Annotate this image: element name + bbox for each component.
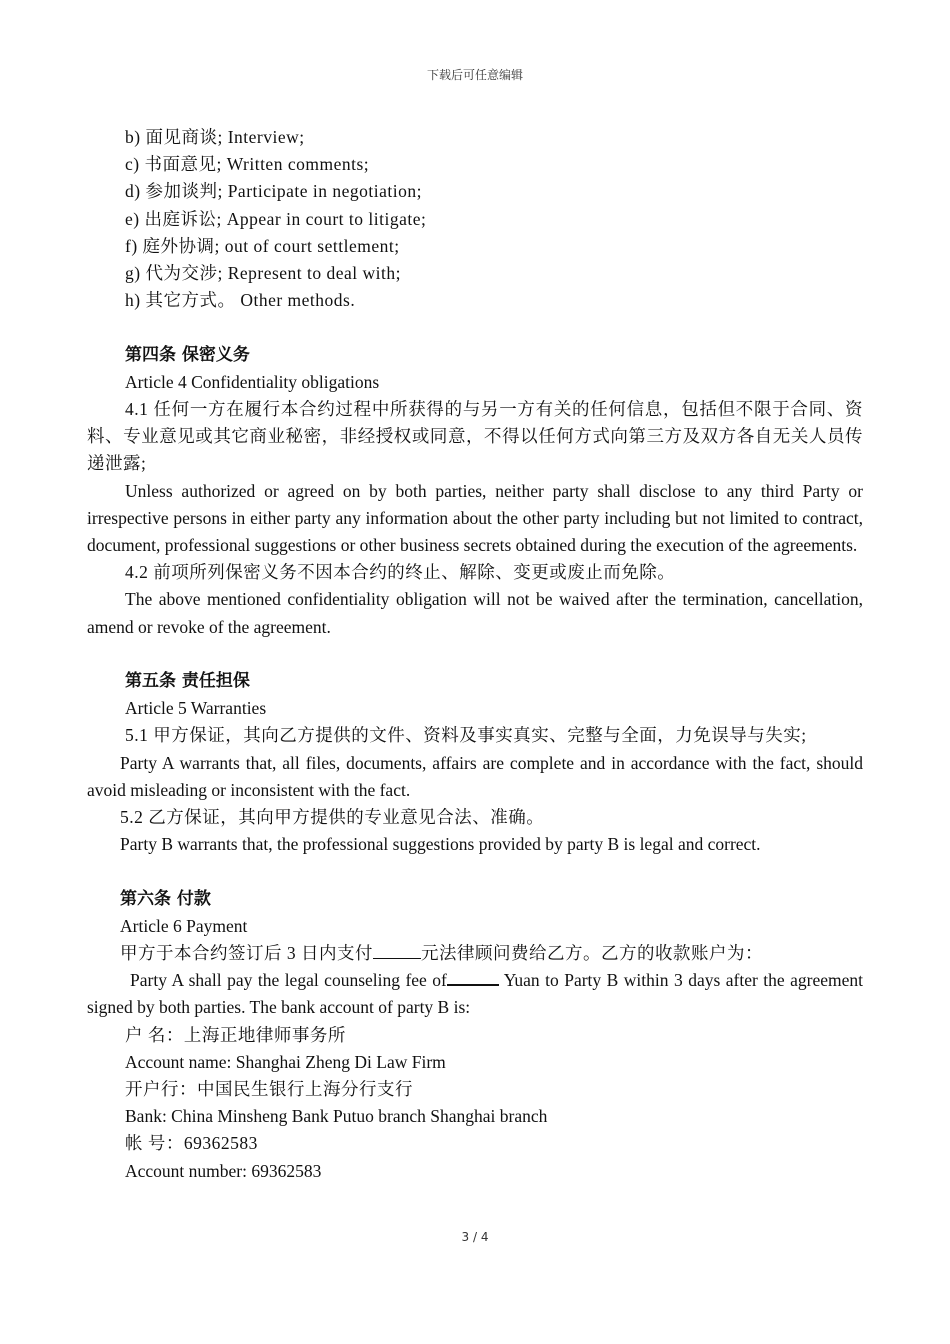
bank-account-details [87, 1022, 863, 1185]
fee-blank [373, 942, 421, 959]
account-number-en: Account number: 69362583 [125, 1160, 322, 1181]
clause-text-cn: 4.2 前项所列保密义务不因本合约的终止、解除、变更或废止而免除。 [125, 562, 676, 583]
methods-list [87, 124, 863, 314]
account-holder-cn: 户 名：上海正地律师事务所 [125, 1024, 346, 1045]
clause-text-en: Party B warrants that, the professional suggestions provided by party B is legal and correct. [120, 834, 761, 855]
article-4 [87, 342, 863, 641]
article-heading-en: Article 4 Confidentiality obligations [125, 371, 380, 392]
bank-name-en: Bank: China Minsheng Bank Putuo branch Shanghai branch [125, 1106, 548, 1127]
article-5 [87, 668, 863, 858]
list-item: f) 庭外协调; out of court settlement; [125, 235, 400, 256]
article-heading-en: Article 6 Payment [120, 915, 248, 936]
article-heading-cn: 第六条 付款 [120, 888, 211, 909]
clause-text-en: Party A warrants that, all files, documents, affairs are complete and in accordance with the fact, should avoid misleading or inconsistent with the fact. [87, 752, 863, 800]
article-heading-cn: 第四条 保密义务 [125, 344, 250, 365]
payment-text-cn-before: 甲方于本合约签订后 3 日内支付 [120, 943, 373, 964]
list-item: g) 代为交涉; Represent to deal with; [125, 263, 402, 284]
list-item: e) 出庭诉讼; Appear in court to litigate; [125, 208, 427, 229]
fee-blank [447, 968, 499, 986]
list-item: b) 面见商谈; Interview; [125, 127, 305, 147]
article-heading-en: Article 5 Warranties [125, 698, 267, 719]
list-item: c) 书面意见; Written comments; [125, 154, 370, 175]
document-body [87, 124, 863, 1185]
account-number-cn: 帐 号：69362583 [125, 1133, 258, 1154]
clause-text-cn: 5.2 乙方保证，其向甲方提供的专业意见合法、准确。 [120, 807, 545, 828]
page-header: 下载后可任意编辑 [426, 68, 523, 82]
payment-text-en-before: Party A shall pay the legal counseling fee of [130, 970, 447, 991]
article-heading-cn: 第五条 责任担保 [125, 671, 250, 692]
clause-text-en: Unless authorized or agreed on by both parties, neither party shall disclose to any third Party or irrespective persons in either party any information about the other party including but not limited to contract, document, professional suggestions or other business secrets obtained during the execution of the agreements. [87, 480, 863, 556]
list-item: h) 其它方式。 Other methods. [125, 290, 356, 311]
payment-text-cn-after: 元法律顾问费给乙方。乙方的收款账户为： [421, 943, 763, 964]
payment-text-en [87, 967, 863, 1021]
clause-text-cn: 4.1 任何一方在履行本合约过程中所获得的与另一方有关的任何信息，包括但不限于合同、资料、专业意见或其它商业秘密，非经授权或同意，不得以任何方式向第三方及双方各自无关人员传递泄露; [87, 399, 863, 474]
bank-name-cn: 开户行：中国民生银行上海分行支行 [125, 1079, 413, 1100]
account-holder-en: Account name: Shanghai Zheng Di Law Firm [125, 1051, 446, 1072]
page-number: 3 / 4 [461, 1230, 489, 1244]
clause-text-en: The above mentioned confidentiality obligation will not be waived after the termination, cancellation, amend or revoke of the agreement. [87, 589, 863, 637]
clause-text-cn: 5.1 甲方保证，其向乙方提供的文件、资料及事实真实、完整与全面，力免误导与失实; [125, 725, 807, 746]
list-item: d) 参加谈判; Participate in negotiation; [125, 181, 422, 202]
payment-text-en-after: Yuan to Party B within 3 days after the agreement signed by both parties. The bank account of party B is: [87, 970, 863, 1018]
article-6 [87, 886, 863, 1185]
payment-text-cn [87, 940, 863, 967]
